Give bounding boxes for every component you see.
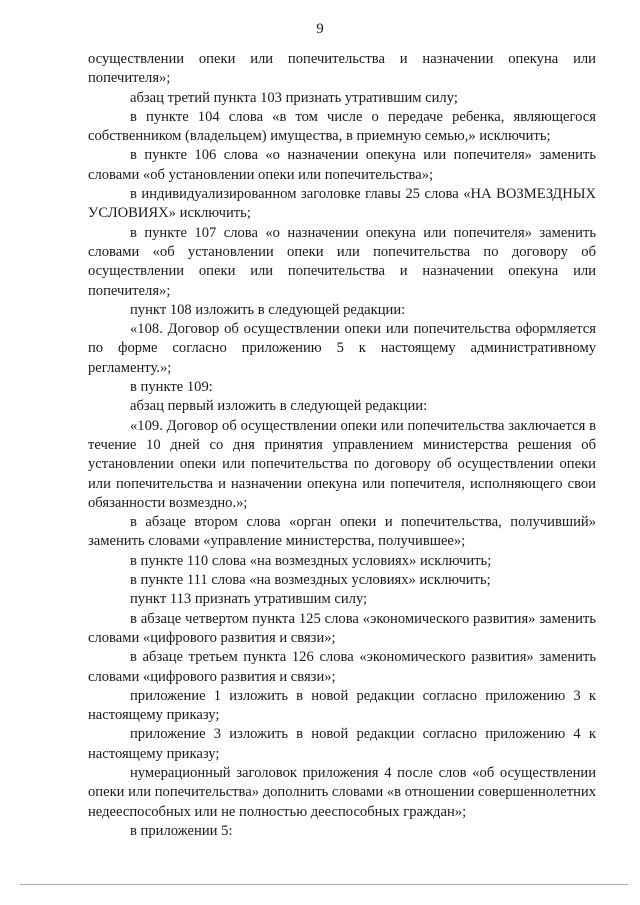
- paragraph: пункт 108 изложить в следующей редакции:: [130, 301, 406, 318]
- paragraph: приложение 1 изложить в новой редакции согласно приложению 3 к настоящему приказу;: [88, 687, 596, 724]
- paragraph: в пункте 106 слова «о назначении опекуна или попечителя» заменить словами «об установлении опеки или попечительства»;: [88, 147, 596, 183]
- paragraph: в приложении 5:: [130, 822, 233, 839]
- page-number: 9: [316, 21, 324, 37]
- paragraph: абзац первый изложить в следующей редакции:: [130, 398, 428, 415]
- paragraph: нумерационный заголовок приложения 4 после слов «об осуществлении опеки или попечительства» дополнить словами «в отношении совершеннолетних недееспособных или не полностью дееспособных граждан»;: [88, 764, 596, 820]
- paragraph: в абзаце четвертом пункта 125 слова «экономического развития» заменить словами «цифрового развития и связи»;: [88, 610, 596, 646]
- paragraph-continuation: осуществлении опеки или попечительства и назначении опекуна или попечителя»;: [88, 51, 596, 87]
- paragraph: «108. Договор об осуществлении опеки или попечительства оформляется по форме согласно приложению 5 к настоящему административному регламенту.»;: [88, 321, 596, 376]
- document-body: [88, 50, 596, 841]
- paragraph: приложение 3 изложить в новой редакции согласно приложению 4 к настоящему приказу;: [88, 726, 596, 762]
- paragraph: в абзаце третьем пункта 126 слова «экономического развития» заменить словами «цифрового развития и связи»;: [88, 649, 596, 685]
- paragraph: в пункте 110 слова «на возмездных условиях» исключить;: [130, 552, 492, 569]
- paragraph: в пункте 111 слова «на возмездных условиях» исключить;: [130, 572, 491, 589]
- page-bottom-edge: [20, 884, 628, 885]
- paragraph: пункт 113 признать утратившим силу;: [130, 591, 368, 608]
- paragraph: в пункте 109:: [130, 379, 213, 396]
- paragraph: в индивидуализированном заголовке главы 25 слова «НА ВОЗМЕЗДНЫХ УСЛОВИЯХ» исключить;: [88, 186, 596, 222]
- paragraph: в пункте 104 слова «в том числе о передаче ребенка, являющегося собственником (владельцем) имущества, в приемную семью,» исключить;: [88, 108, 596, 145]
- paragraph: абзац третий пункта 103 признать утратившим силу;: [130, 89, 458, 106]
- paragraph: в пункте 107 слова «о назначении опекуна или попечителя» заменить словами «об установлении опеки или попечительства по договору об осуществлении опеки или попечительства и назначении опекуна или попечителя»;: [88, 224, 596, 299]
- paragraph: «109. Договор об осуществлении опеки или попечительства заключается в течение 10 дней со дня принятия управлением министерства решения об установлении опеки или попечительства по договору об осуществлении опеки или попечительства и назначении опекуна или попечителя, исполняющего свои обязанности возмездно.»;: [88, 417, 596, 511]
- paragraph: в абзаце втором слова «орган опеки и попечительства, получивший» заменить словами «управление министерства, получившее»;: [88, 514, 596, 550]
